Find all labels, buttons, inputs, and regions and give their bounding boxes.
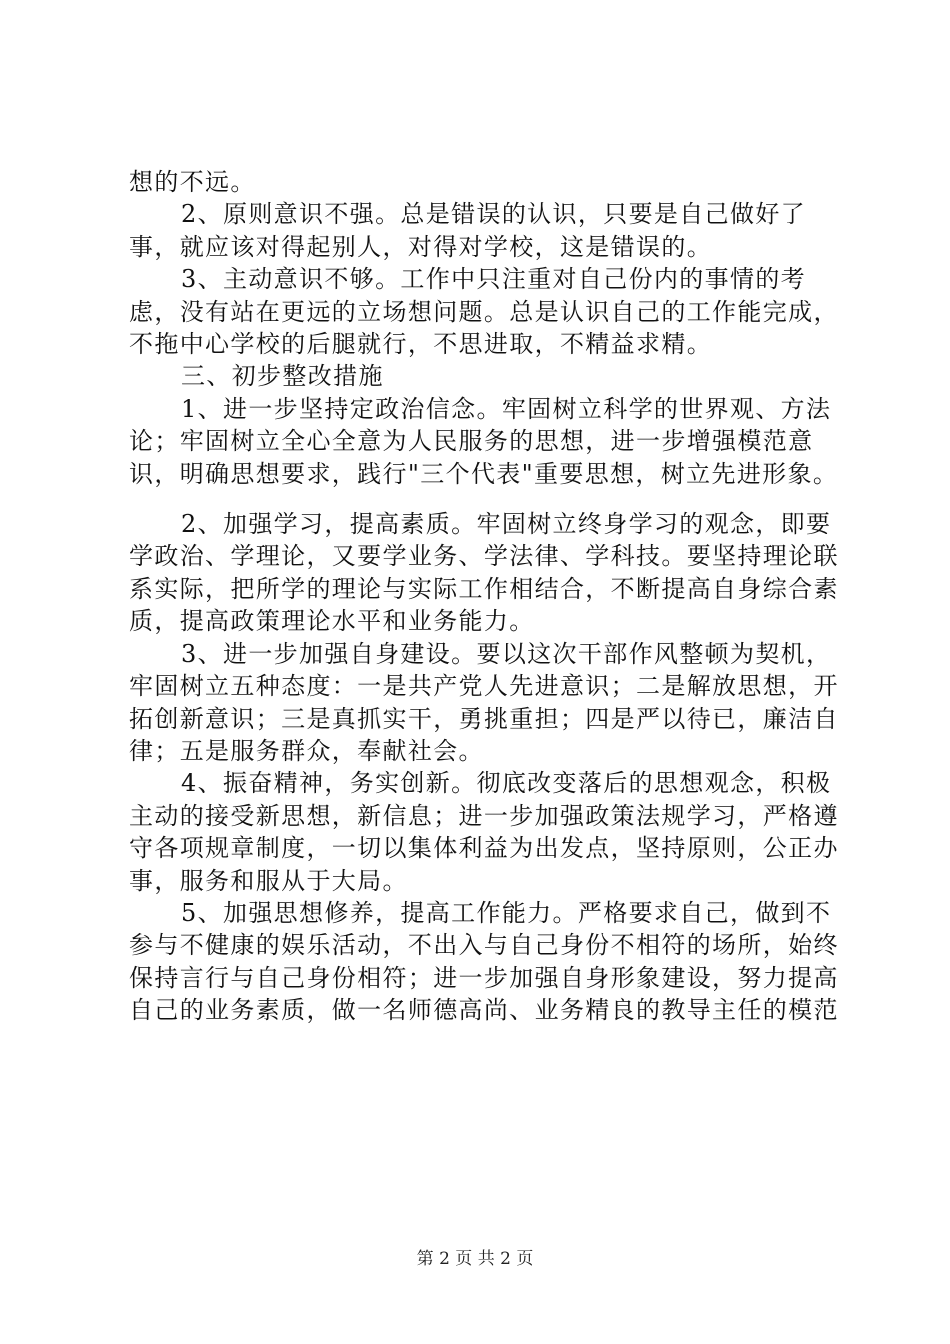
paragraph-principle-awareness: 2、原则意识不强。总是错误的认识，只要是自己做好了事，就应该对得起别人，对得对学校，这是错误的。 <box>129 200 807 261</box>
paragraph-measure-4: 4、振奋精神，务实创新。彻底改变落后的思想观念，积极主动的接受新思想，新信息；进一步加强政策法规学习，严格遵守各项规章制度，一切以集体利益为出发点，坚持原则，公正办事，服务和服从于大局。 <box>129 769 839 895</box>
section-heading-rectification: 三、初步整改措施 <box>181 362 384 391</box>
paragraph-measure-3: 3、进一步加强自身建设。要以这次干部作风整顿为契机，牢固树立五种态度：一是共产党人先进意识；二是解放思想，开拓创新意识；三是真抓实干，勇挑重担；四是严以待已，廉洁自律；五是服务群众，奉献社会。 <box>129 639 839 765</box>
page-number-label: 第 2 页 共 2 页 <box>416 1249 534 1269</box>
paragraph-initiative-awareness: 3、主动意识不够。工作中只注重对自己份内的事情的考虑，没有站在更远的立场想问题。总是认识自己的工作能完成，不拖中心学校的后腿就行，不思进取，不精益求精。 <box>129 265 839 359</box>
page-footer <box>0 1244 950 1269</box>
paragraph-measure-5: 5、加强思想修养，提高工作能力。严格要求自己，做到不参与不健康的娱乐活动，不出入与自己身份不相符的场所，始终保持言行与自己身份相符；进一步加强自身形象建设，努力提高自己的业务素质，做一名师德高尚、业务精良的教导主任的模范 <box>129 898 839 1025</box>
paragraph-measure-2: 2、加强学习，提高素质。牢固树立终身学习的观念，即要学政治、学理论，又要学业务、学法律、学科技。要坚持理论联系实际，把所学的理论与实际工作相结合，不断提高自身综合素质，提高政策理论水平和业务能力。 <box>129 510 839 636</box>
paragraph-measure-1: 1、进一步坚持定政治信念。牢固树立科学的世界观、方法论；牢固树立全心全意为人民服务的思想，进一步增强模范意识，明确思想要求，践行"三个代表"重要思想，树立先进形象。 <box>129 394 839 488</box>
paragraph-continuation: 想的不远。 <box>129 168 256 196</box>
document-body <box>129 166 839 1027</box>
